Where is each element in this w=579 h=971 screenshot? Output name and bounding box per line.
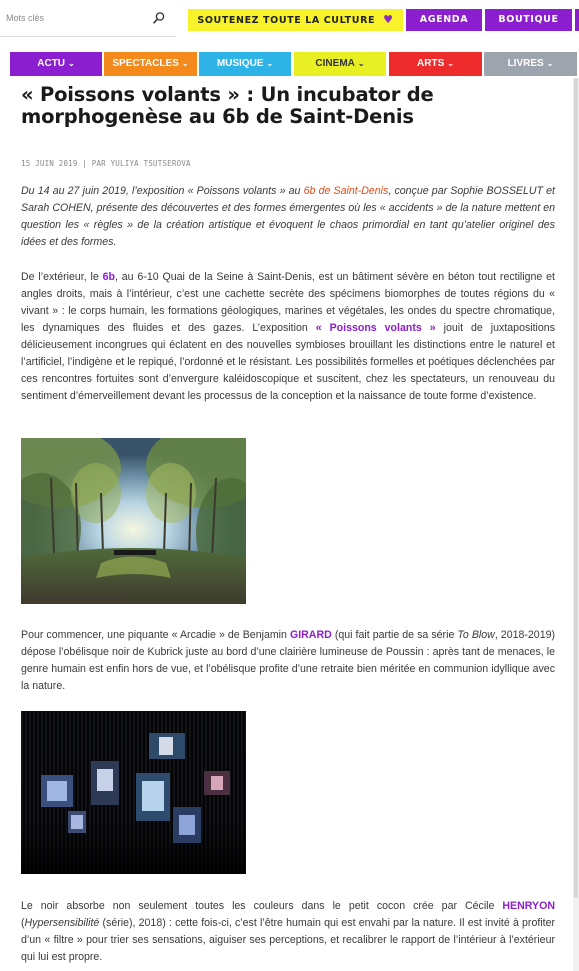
article-byline: 15 JUIN 2019 | PAR YULIYA TSUTSEROVA: [21, 159, 191, 168]
search-box: [0, 0, 176, 37]
venue-link[interactable]: 6b de Saint-Denis: [303, 185, 389, 197]
paragraph-text: (série), 2018) : cette fois-ci, c’est l’être humain qui est envahi par la nature. Il est invité à profiter d’un « filtre » pour trier ses sensations, aiguiser ses perceptions, et recalibrer le rapport de l’intérieur à l’extérieur qui lui est propre.: [21, 917, 555, 963]
installation-photo: [21, 711, 246, 874]
paragraph-text: (: [21, 917, 25, 929]
nav-item-livres[interactable]: [484, 52, 577, 76]
arcadie-painting-image: [21, 438, 246, 604]
exhibition-link[interactable]: « Poissons volants »: [315, 322, 436, 334]
article-title: « Poissons volants » : Un incubator de morphogenèse au 6b de Saint-Denis: [21, 83, 434, 128]
paragraph-text: , au 6-10 Quai de la Seine à Saint-Denis, est un bâtiment sévère en béton tout rectiligne et angles droits, mais à l’intérieur, c’est une cachette secrète des spécimens biomorphes de toutes régions du « vivant » : le corps humain, les formations géologiques, marines et végétales, les ondes du spectre chromatique, les dynamiques des fluides et des gazes. L’exposition: [21, 271, 555, 334]
artist-henryon-link[interactable]: HENRYON: [502, 900, 555, 912]
main-nav: [0, 50, 579, 77]
article-paragraph: [21, 627, 555, 695]
nav-label: MUSIQUE: [216, 58, 264, 69]
artist-girard-link[interactable]: GIRARD: [289, 629, 332, 641]
intro-text: Du 14 au 27 juin 2019, l’exposition « Poissons volants » au: [21, 185, 304, 197]
series-title: To Blow: [457, 629, 495, 641]
site-header: [0, 0, 579, 44]
support-button[interactable]: [188, 9, 403, 31]
boutique-label: BOUTIQUE: [498, 14, 559, 25]
paragraph-text: Le noir absorbe non seulement toutes les couleurs dans le petit cocon crée par Cécile: [21, 900, 503, 912]
nav-item-cinema[interactable]: [294, 52, 386, 76]
article: [21, 83, 556, 963]
chevron-down-icon: ⌄: [447, 59, 454, 68]
nav-label: LIVRES: [507, 58, 544, 69]
nav-item-arts[interactable]: [389, 52, 482, 76]
search-input[interactable]: [6, 10, 146, 26]
paragraph-text: Pour commencer, une piquante « Arcadie » de Benjamin: [21, 629, 290, 641]
paragraph-text: jouit de juxtapositions délicieusement incongrues qui éclatent en des nouvelles symbioses brouillant les distinctions entre le naturel et l’artificiel, l’indigène et le repiqué, l’ordonné et le résistant. Les possibilités formelles et poétiques déclenchées par ces rencontres fortuites sont d’envergure kaléidoscopique et suscitent, chez les spectateurs, un renouveau du sentiment d’émerveillement devant les processus de la conception et la naissance de toute forme d’existence.: [21, 322, 555, 402]
chevron-down-icon: ⌄: [357, 59, 365, 68]
chevron-down-icon: ⌄: [546, 59, 554, 68]
article-intro: [21, 183, 555, 251]
agenda-label: AGENDA: [419, 14, 469, 25]
header-edge-button[interactable]: [575, 9, 579, 31]
nav-item-musique[interactable]: [199, 52, 291, 76]
venue-6b-link[interactable]: 6b: [102, 271, 115, 283]
nav-label: SPECTACLES: [112, 58, 179, 69]
nav-item-spectacles[interactable]: [104, 52, 197, 76]
nav-label: ACTU: [37, 58, 66, 69]
arcadie-painting: [21, 438, 246, 604]
scrollbar-thumb[interactable]: [574, 78, 578, 898]
nav-label: ARTS: [417, 58, 445, 69]
chevron-down-icon: ⌄: [181, 59, 189, 68]
paragraph-text: De l’extérieur, le: [21, 271, 103, 283]
series-title: Hypersensibilité: [24, 917, 100, 929]
agenda-button[interactable]: [406, 9, 482, 31]
article-paragraph: [21, 269, 555, 405]
paragraph-text: (qui fait partie de sa série: [331, 629, 458, 641]
heart-icon: ♥: [383, 13, 394, 26]
article-paragraph: [21, 898, 555, 966]
nav-item-actu[interactable]: [10, 52, 102, 76]
intro-text: , conçue par Sophie BOSSELUT et Sarah COHEN, présente des découvertes et des formes émergentes où les « accidents » de la nature mettent en question les « règles » de la création artistique et évoquent le chaos primordial en tant qu’atelier originel des idées et des formes.: [21, 185, 555, 248]
chevron-down-icon: ⌄: [266, 59, 274, 68]
paragraph-text: , 2018-2019) dépose l’obélisque noir de Kubrick juste au bord d’une clairière lumineuse de Poussin : après tant de menaces, le genre humain est enfin hors de vue, et l’obélisque profite d’une retraite bien méritée en communion idyllique avec la nature.: [21, 629, 556, 692]
search-icon[interactable]: [152, 11, 166, 25]
hypersensibilite-installation-image: [21, 711, 246, 874]
support-label: SOUTENEZ TOUTE LA CULTURE: [197, 15, 376, 26]
boutique-button[interactable]: [485, 9, 572, 31]
chevron-down-icon: ⌄: [68, 59, 75, 68]
nav-label: CINEMA: [315, 58, 355, 69]
